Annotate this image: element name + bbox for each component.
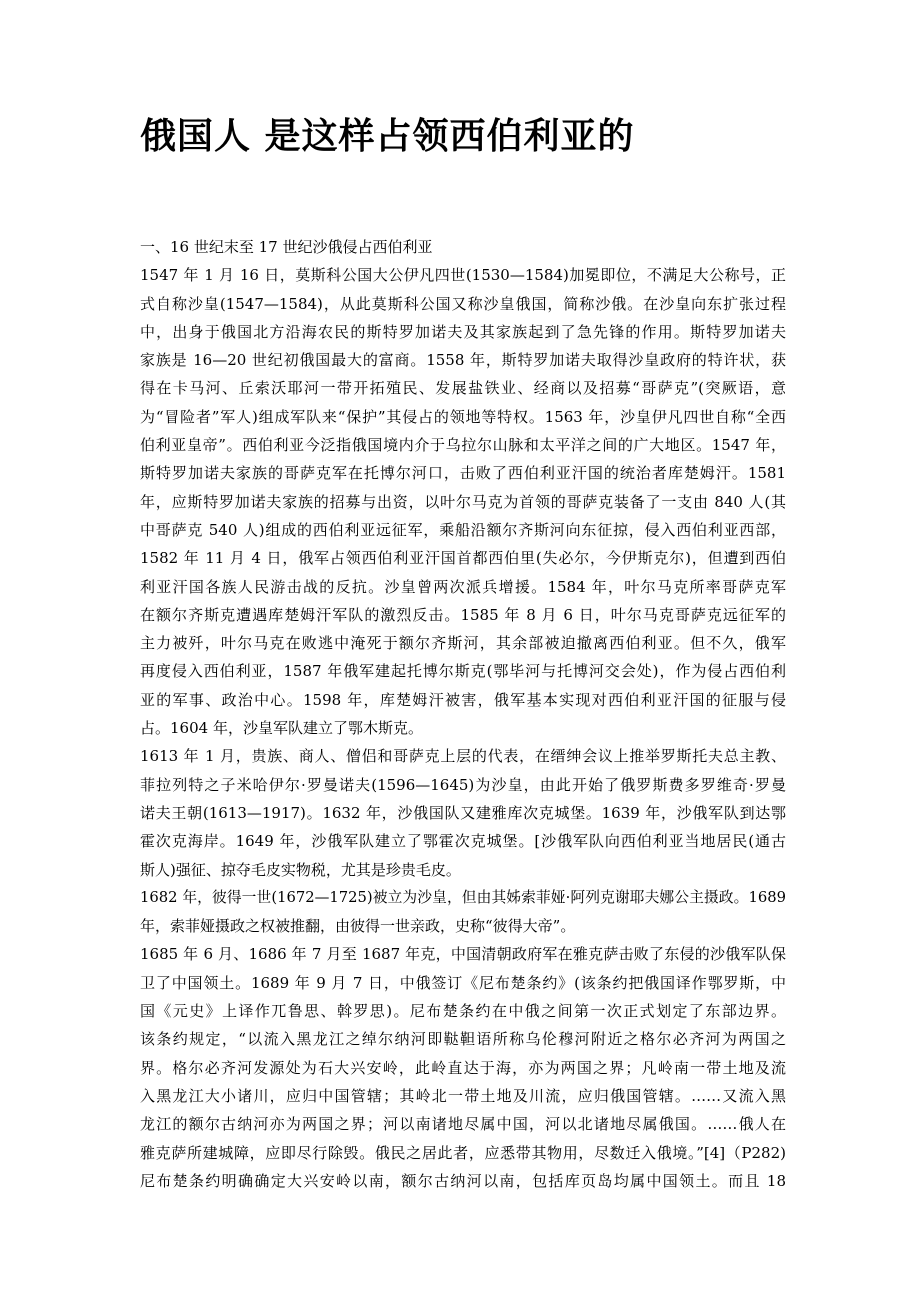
text-line: 1547 年 1 月 16 日，莫斯科公国大公伊凡四世(1530—1584)加冕即位，不满足大公称号，正 <box>140 266 786 285</box>
text-line: 入黑龙江大小诸川，应归中国管辖；其岭北一带土地及川流，应归俄国管辖。……又流入黑 <box>140 1086 786 1105</box>
text-line: 尼布楚条约明确确定大兴安岭以南，额尔古纳河以南，包括库页岛均属中国领土。而且 18 <box>140 1171 786 1190</box>
text-line: 中，出身于俄国北方沿海农民的斯特罗加诺夫及其家族起到了急先锋的作用。斯特罗加诺夫 <box>140 322 786 341</box>
text-line: 1613 年 1 月，贵族、商人、僧侣和哥萨克上层的代表，在缙绅会议上推举罗斯托夫总主教、 <box>140 747 786 766</box>
text-line: 利亚汗国各族人民游击战的反抗。沙皇曾两次派兵增援。1584 年，叶尔马克所率哥萨克军 <box>140 577 786 596</box>
text-line: 1682 年，彼得一世(1672—1725)被立为沙皇，但由其姊索菲娅·阿列克谢耶夫娜公主摄政。1689 <box>140 888 786 906</box>
text-line: 界。格尔必齐河发源处为石大兴安岭，此岭直达于海，亦为两国之界；凡岭南一带土地及流 <box>140 1058 786 1077</box>
text-line: 得在卡马河、丘索沃耶河一带开拓殖民、发展盐铁业、经商以及招募“哥萨克”(突厥语，意 <box>140 379 786 398</box>
text-line: 1685 年 6 月、1686 年 7 月至 1687 年克，中国清朝政府军在雅克萨击败了东侵的沙俄军队保 <box>140 945 786 964</box>
text-line: 年，应斯特罗加诺夫家族的招募与出资，以叶尔马克为首领的哥萨克装备了一支由 840 人(其 <box>140 492 786 511</box>
text-line: 中哥萨克 540 人)组成的西伯利亚远征军，乘船沿额尔齐斯河向东征掠，侵入西伯利亚西部， <box>140 520 786 539</box>
text-line: 龙江的额尔古纳河亦为两国之界；河以南诸地尽属中国，河以北诸地尽属俄国。……俄人在 <box>140 1115 786 1134</box>
document-body <box>140 233 786 1195</box>
text-line: 1582 年 11 月 4 日，俄军占领西伯利亚汗国首都西伯里(失必尔，今伊斯克尔)，但遭到西伯 <box>140 549 786 568</box>
text-line: 菲拉列特之子米哈伊尔·罗曼诺夫(1596—1645)为沙皇，由此开始了俄罗斯费多罗维奇·罗曼 <box>140 775 786 794</box>
text-line: 卫了中国领土。1689 年 9 月 7 日，中俄签订《尼布楚条约》(该条约把俄国译作鄂罗斯，中 <box>140 973 786 992</box>
text-line: 为“冒险者”军人)组成军队来“保护”其侵占的领地等特权。1563 年，沙皇伊凡四世自称“全西 <box>140 407 786 426</box>
text-line: 年，索菲娅摄政之权被推翻，由彼得一世亲政，史称“彼得大帝”。 <box>140 917 576 936</box>
text-line: 一、16 世纪末至 17 世纪沙俄侵占西伯利亚 <box>140 238 433 256</box>
text-line: 诺夫王朝(1613—1917)。1632 年，沙俄国队又建雅库次克城堡。1639 年，沙俄军队到达鄂 <box>140 803 786 822</box>
text-line: 该条约规定，“以流入黑龙江之绰尔纳河即鞑靼语所称乌伦穆河附近之格尔必齐河为两国之 <box>140 1030 786 1049</box>
text-line: 亚的军事、政治中心。1598 年，库楚姆汗被害，俄军基本实现对西伯利亚汗国的征服与侵 <box>140 690 786 709</box>
text-line: 式自称沙皇(1547—1584)，从此莫斯科公国又称沙皇俄国，简称沙俄。在沙皇向东扩张过程 <box>140 294 786 313</box>
text-line: 再度侵入西伯利亚，1587 年俄军建起托博尔斯克(鄂毕河与托博河交会处)，作为侵占西伯利 <box>140 662 786 681</box>
text-line: 雅克萨所建城障，应即尽行除毁。俄民之居此者，应悉带其物用，尽数迁入俄境。”[4]（P282) <box>140 1143 786 1162</box>
text-line: 斯特罗加诺夫家族的哥萨克军在托博尔河口，击败了西伯利亚汗国的统治者库楚姆汗。1581 <box>140 464 786 483</box>
text-line: 斯人)强征、掠夺毛皮实物税，尤其是珍贵毛皮。 <box>140 860 461 879</box>
text-line: 伯利亚皇帝”。西伯利亚今泛指俄国境内介于乌拉尔山脉和太平洋之间的广大地区。1547 年， <box>140 436 786 455</box>
text-line: 占。1604 年，沙皇军队建立了鄂木斯克。 <box>140 719 423 738</box>
text-line: 霍次克海岸。1649 年，沙俄军队建立了鄂霍次克城堡。[沙俄军队向西伯利亚当地居民(通古 <box>140 832 786 851</box>
text-line: 家族是 16—20 世纪初俄国最大的富商。1558 年，斯特罗加诺夫取得沙皇政府的特许状，获 <box>140 351 786 370</box>
text-line: 在额尔齐斯克遭遇库楚姆汗军队的激烈反击。1585 年 8 月 6 日，叶尔马克哥萨克远征军的 <box>140 605 786 624</box>
document-title: 俄国人 是这样占领西伯利亚的 <box>140 115 635 157</box>
text-line: 国《元史》上译作兀鲁思、斡罗思)。尼布楚条约在中俄之间第一次正式划定了东部边界。 <box>140 1002 786 1021</box>
text-line: 主力被歼，叶尔马克在败逃中淹死于额尔齐斯河，其余部被迫撤离西伯利亚。但不久，俄军 <box>140 634 786 653</box>
